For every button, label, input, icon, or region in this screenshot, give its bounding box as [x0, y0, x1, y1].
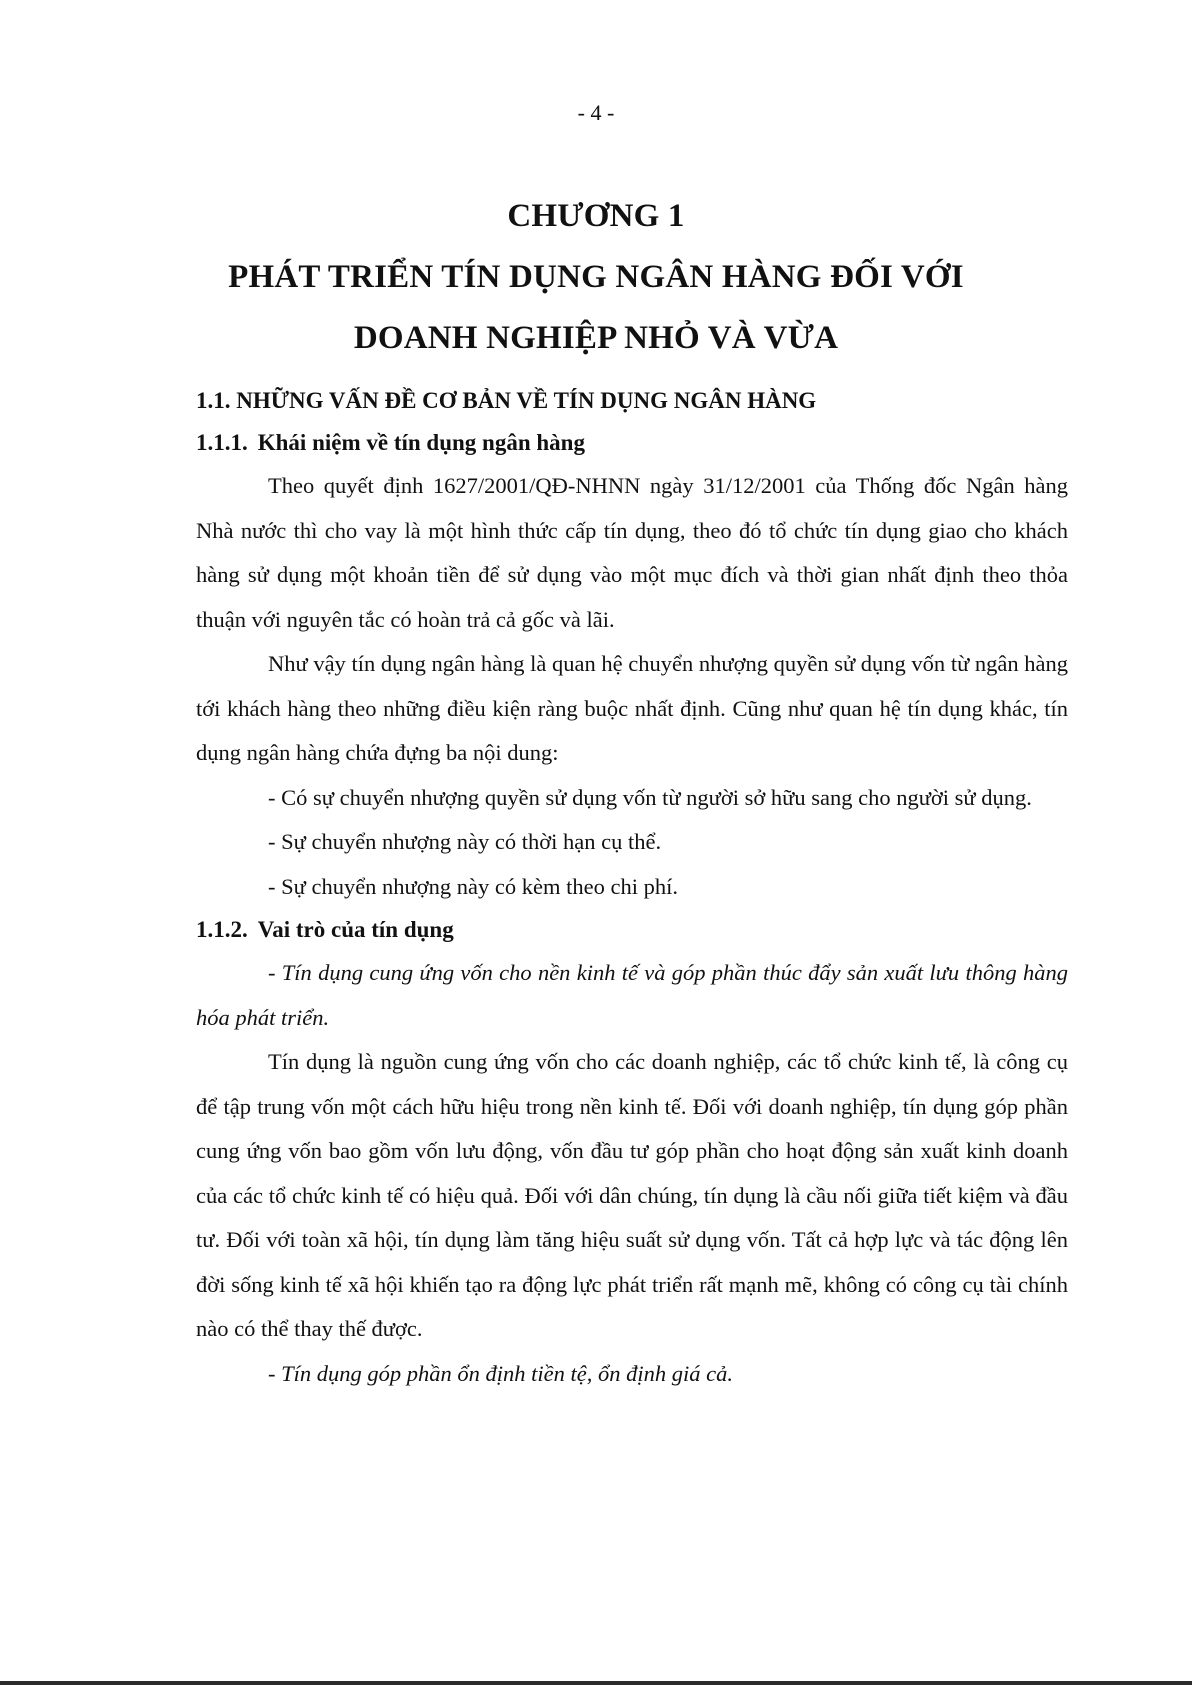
subsection-number: 1.1.2.: [196, 917, 248, 942]
page-number: - 4 -: [577, 100, 615, 125]
chapter-title-line-2: DOANH NGHIỆP NHỎ VÀ VỪA: [353, 320, 839, 356]
list-item: - Sự chuyển nhượng này có kèm theo chi phí.: [268, 873, 678, 899]
list-item: - Sự chuyển nhượng này có thời hạn cụ thể.: [268, 829, 662, 854]
section-heading-1-1: 1.1. NHỮNG VẤN ĐỀ CƠ BẢN VỀ TÍN DỤNG NGÂN HÀNG: [196, 388, 817, 413]
chapter-heading: CHƯƠNG 1: [507, 198, 685, 234]
chapter-title-line-1: PHÁT TRIỂN TÍN DỤNG NGÂN HÀNG ĐỐI VỚI: [228, 259, 964, 295]
subsection-title: Vai trò của tín dụng: [257, 917, 454, 942]
paragraph: Như vậy tín dụng ngân hàng là quan hệ chuyển nhượng quyền sử dụng vốn từ ngân hàng tới khách hàng theo những điều kiện ràng buộc nhất định. Cũng như quan hệ tín dụng khác, tín dụng ngân hàng chứa đựng ba nội dung:: [196, 651, 1068, 765]
list-item: - Có sự chuyển nhượng quyền sử dụng vốn từ người sở hữu sang cho người sử dụng.: [268, 784, 1032, 810]
page-bottom-border: [0, 1681, 1192, 1685]
italic-point: - Tín dụng cung ứng vốn cho nền kinh tế và góp phần thúc đẩy sản xuất lưu thông hàng hóa phát triển.: [196, 960, 1068, 1030]
italic-point: - Tín dụng góp phần ổn định tiền tệ, ổn định giá cả.: [268, 1360, 733, 1386]
paragraph: Theo quyết định 1627/2001/QĐ-NHNN ngày 31/12/2001 của Thống đốc Ngân hàng Nhà nước thì cho vay là một hình thức cấp tín dụng, theo đó tổ chức tín dụng giao cho khách hàng sử dụng một khoản tiền để sử dụng vào một mục đích và thời gian nhất định theo thỏa thuận với nguyên tắc có hoàn trả cả gốc và lãi.: [196, 473, 1068, 632]
document-body: [196, 380, 1068, 1396]
subsection-heading-1-1-1: [196, 422, 1068, 464]
subsection-title: Khái niệm về tín dụng ngân hàng: [257, 430, 585, 455]
subsection-number: 1.1.1.: [196, 430, 248, 455]
paragraph: Tín dụng là nguồn cung ứng vốn cho các doanh nghiệp, các tổ chức kinh tế, là công cụ để tập trung vốn một cách hữu hiệu trong nền kinh tế. Đối với doanh nghiệp, tín dụng góp phần cung ứng vốn bao gồm vốn lưu động, vốn đầu tư góp phần cho hoạt động sản xuất kinh doanh của các tổ chức kinh tế có hiệu quả. Đối với dân chúng, tín dụng là cầu nối giữa tiết kiệm và đầu tư. Đối với toàn xã hội, tín dụng làm tăng hiệu suất sử dụng vốn. Tất cả hợp lực và tác động lên đời sống kinh tế xã hội khiến tạo ra động lực phát triển rất mạnh mẽ, không có công cụ tài chính nào có thể thay thế được.: [196, 1049, 1068, 1341]
subsection-heading-1-1-2: [196, 909, 1068, 951]
